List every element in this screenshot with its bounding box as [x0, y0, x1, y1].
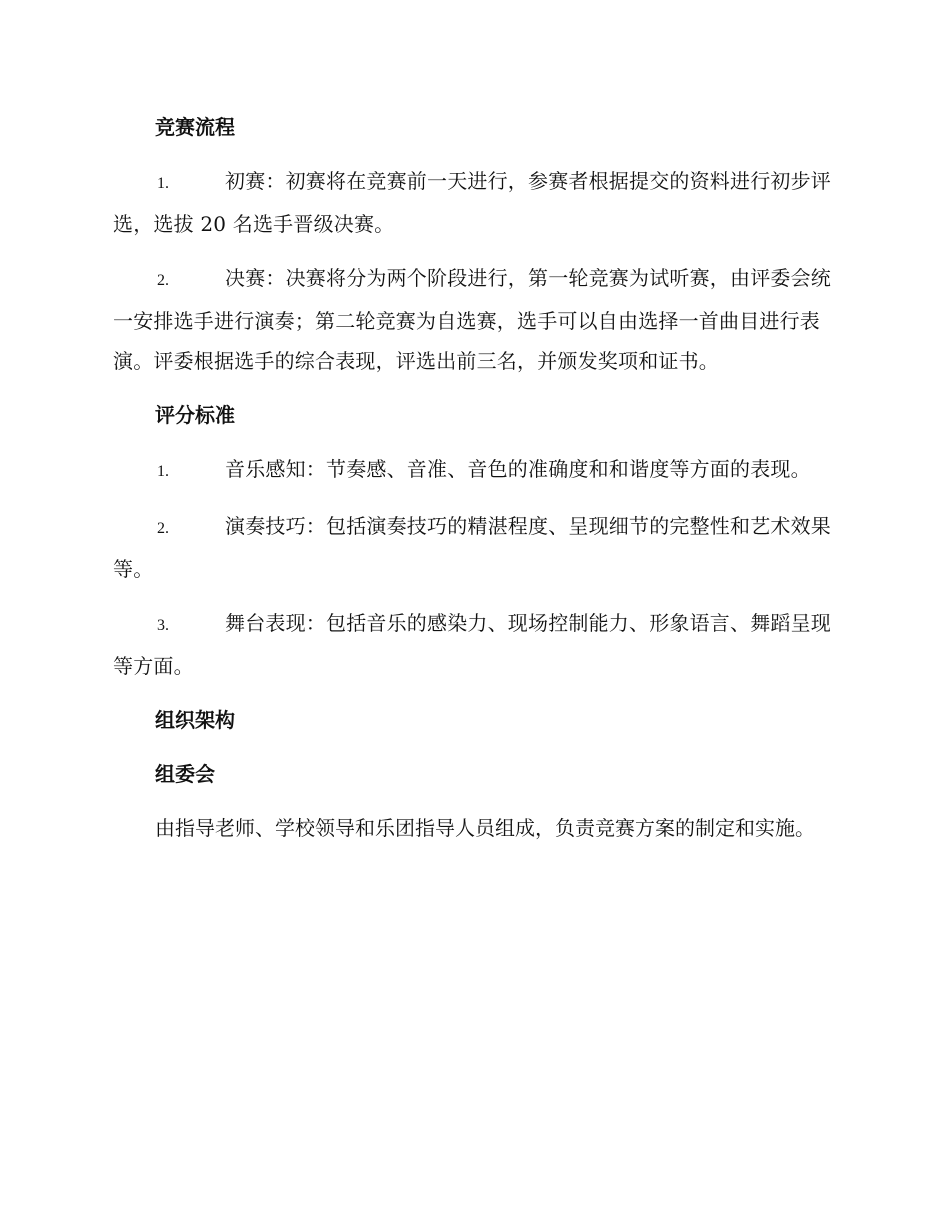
list-item-text: 初赛：初赛将在竞赛前一天进行，参赛者根据提交的资料进行初步评选，选拔 20 名选手晋级决赛。	[113, 169, 831, 236]
list-item	[113, 161, 833, 244]
section-heading-process: 竞赛流程	[155, 115, 235, 139]
paragraph-committee: 由指导老师、学校领导和乐团指导人员组成，负责竞赛方案的制定和实施。	[155, 816, 815, 840]
section-heading-organization: 组织架构	[155, 708, 235, 732]
list-item-text: 音乐感知：节奏感、音准、音色的准确度和和谐度等方面的表现。	[225, 457, 811, 481]
list-item	[113, 449, 833, 492]
list-item	[113, 506, 833, 589]
list-item-number: 2.	[157, 520, 169, 537]
document-content	[113, 107, 833, 862]
subheading-committee: 组委会	[155, 762, 215, 786]
list-item-text: 决赛：决赛将分为两个阶段进行，第一轮竞赛为试听赛，由评委会统一安排选手进行演奏；第二轮竞赛为自选赛，选手可以自由选择一首曲目进行表演。评委根据选手的综合表现，评选出前三名，并颁发奖项和证书。	[113, 266, 831, 373]
list-item-number: 2.	[157, 272, 169, 289]
list-item-number: 1.	[157, 175, 169, 192]
list-item-text: 演奏技巧：包括演奏技巧的精湛程度、呈现细节的完整性和艺术效果等。	[113, 514, 831, 581]
section-heading-criteria: 评分标准	[155, 403, 235, 427]
list-item-number: 3.	[157, 617, 169, 634]
list-item-text: 舞台表现：包括音乐的感染力、现场控制能力、形象语言、舞蹈呈现等方面。	[113, 611, 831, 678]
list-item	[113, 603, 833, 686]
list-item	[113, 258, 833, 381]
list-item-number: 1.	[157, 463, 169, 480]
